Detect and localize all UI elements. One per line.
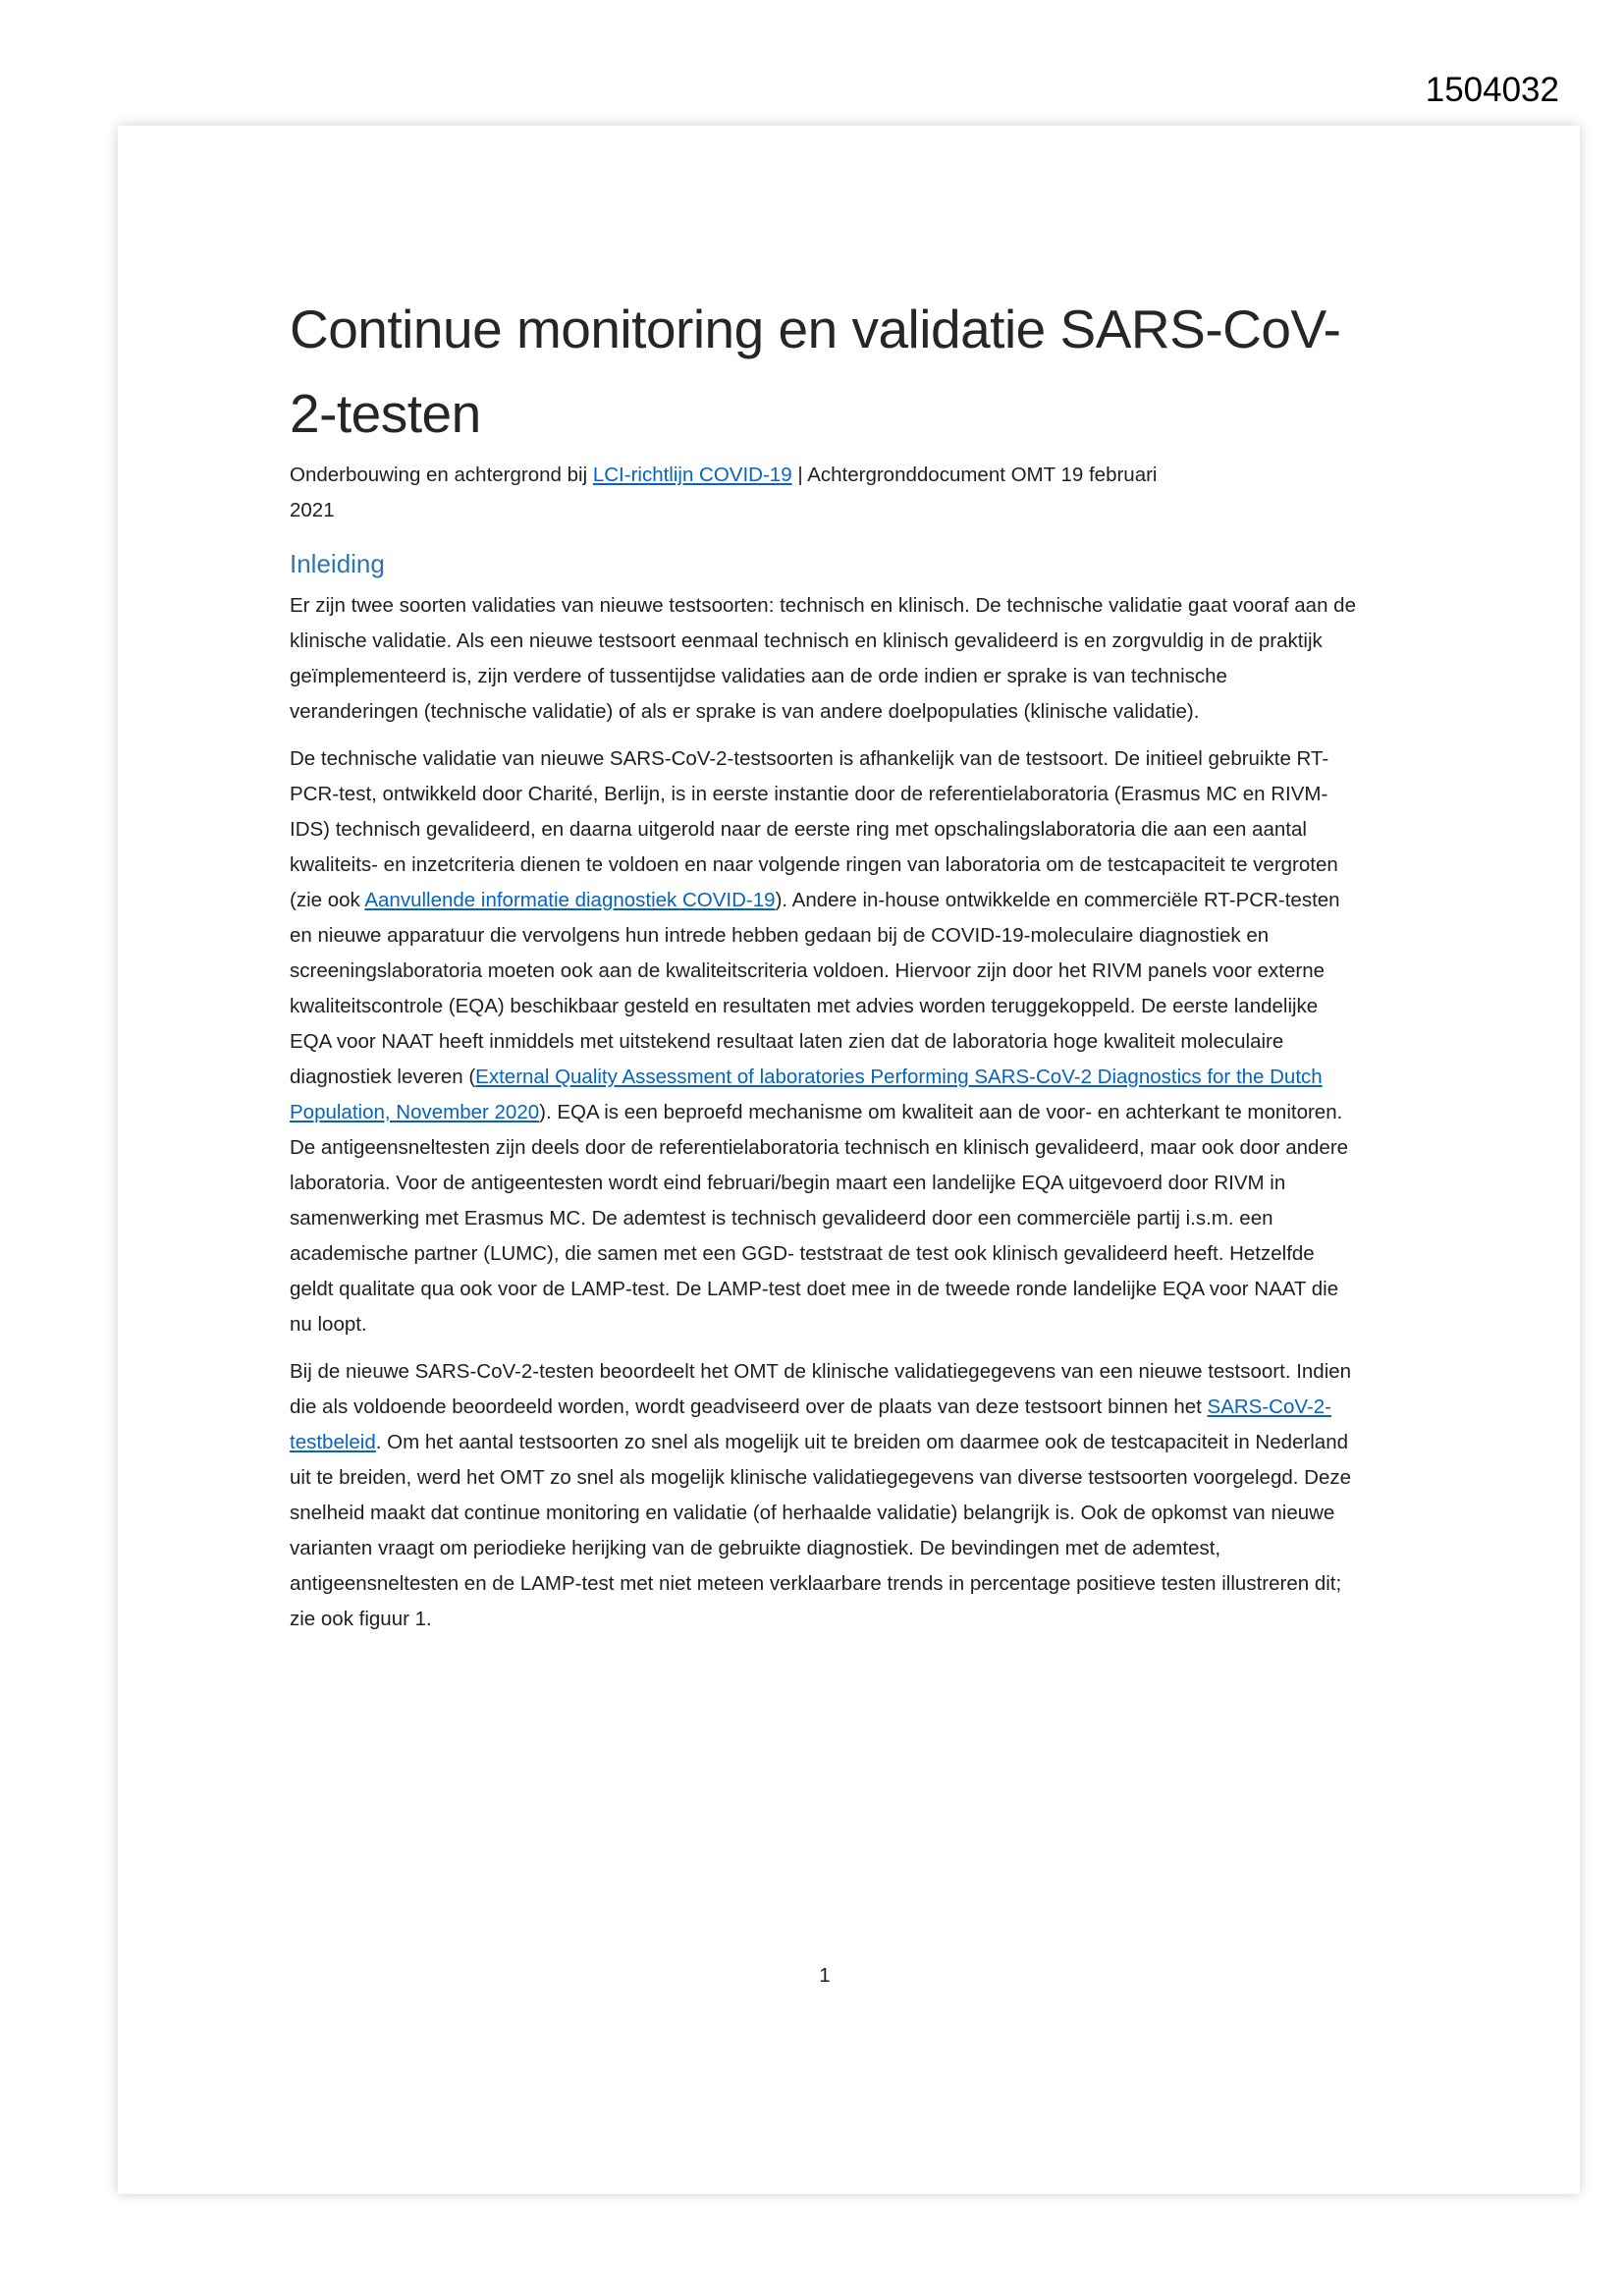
paragraph-3 [290,1354,1360,1637]
section-heading-inleiding: Inleiding [290,549,385,578]
paragraph-2-text-1: De technische validatie van nieuwe SARS-CoV-2-testsoorten is afhankelijk van de testsoort. De initieel gebruikte RT-PCR-test, ontwikkeld door Charité, Berlijn, is in eerste instantie door de referentielaboratoria (Erasmus MC en RIVM-IDS) technisch gevalideerd, en daarna uitgerold naar de eerste ring met opschalingslaboratoria die aan een aantal kwaliteits- en inzetcriteria dienen te voldoen en naar volgende ringen van laboratoria om de testcapaciteit te vergroten (zie ook [290,747,1338,911]
page-content [118,126,1580,1637]
paragraph-3-text-2: . Om het aantal testsoorten zo snel als mogelijk uit te breiden om daarmee ook de testcapaciteit in Nederland uit te breiden, werd het OMT zo snel als mogelijk klinische validatiegegevens van diverse testsoorten voorgelegd. Deze snelheid maakt dat continue monitoring en validatie (of herhaalde validatie) belangrijk is. Ook de opkomst van nieuwe varianten vraagt om periodieke herijking van de gebruikte diagnostiek. De bevindingen met de ademtest, antigeensneltesten en de LAMP-test met niet meteen verklaarbare trends in percentage positieve testen illustreren dit; zie ook figuur 1. [290,1431,1352,1630]
subtitle-year: 2021 [290,499,335,521]
paragraph-1: Er zijn twee soorten validaties van nieuwe testsoorten: technisch en klinisch. De technische validatie gaat vooraf aan de klinische validatie. Als een nieuwe testsoort eenmaal technisch en klinisch gevalideerd is en zorgvuldig in de praktijk geïmplementeerd is, zijn verdere of tussentijdse validaties aan de orde indien er sprake is van technische veranderingen (technische validatie) of als er sprake is van andere doelpopulaties (klinische validatie). [290,594,1356,723]
link-sars-cov-2-testbeleid[interactable]: SARS-CoV-2-testbeleid [290,1395,1331,1453]
page-number: 1 [819,1964,831,1987]
document-page [118,126,1580,2194]
document-title: Continue monitoring en validatie SARS-CoV-2-testen [290,299,1341,444]
paragraph-2-text-3: ). EQA is een beproefd mechanisme om kwaliteit aan de voor- en achterkant te monitoren. De antigeensneltesten zijn deels door de referentielaboratoria technisch en klinisch gevalideerd, maar ook door andere laboratoria. Voor de antigeentesten wordt eind februari/begin maart een landelijke EQA uitgevoerd door RIVM in samenwerking met Erasmus MC. De ademtest is technisch gevalideerd door een commerciële partij i.s.m. een academische partner (LUMC), die samen met een GGD- teststraat de test ook klinisch gevalideerd heeft. Hetzelfde geldt qualitate qua ook voor de LAMP-test. De LAMP-test doet mee in de tweede ronde landelijke EQA voor NAAT die nu loopt. [290,1101,1349,1336]
paragraph-2-text-2: ). Andere in-house ontwikkelde en commerciële RT-PCR-testen en nieuwe apparatuur die vervolgens hun intrede hebben gedaan bij de COVID-19-moleculaire diagnostiek en screeningslaboratoria moeten ook aan de kwaliteitscriteria voldoen. Hiervoor zijn door het RIVM panels voor externe kwaliteitscontrole (EQA) beschikbaar gesteld en resultaten met advies worden teruggekoppeld. De eerste landelijke EQA voor NAAT heeft inmiddels met uitstekend resultaat laten zien dat de laboratoria hoge kwaliteit moleculaire diagnostiek leveren ( [290,889,1340,1088]
link-aanvullende-informatie-diagnostiek[interactable]: Aanvullende informatie diagnostiek COVID-19 [364,889,776,911]
paragraph-3-text-1: Bij de nieuwe SARS-CoV-2-testen beoordeelt het OMT de klinische validatiegegevens van een nieuwe testsoort. Indien die als voldoende beoordeeld worden, wordt geadviseerd over de plaats van deze testsoort binnen het [290,1360,1352,1418]
document-subtitle [290,458,1360,528]
subtitle-text-pre: Onderbouwing en achtergrond bij [290,464,593,486]
corner-document-number: 1504032 [1425,71,1559,109]
subtitle-text-post: | Achtergronddocument OMT 19 februari [791,464,1158,486]
paragraph-2 [290,741,1360,1342]
link-external-quality-assessment[interactable]: External Quality Assessment of laboratories Performing SARS-CoV-2 Diagnostics for the Dutch Population, November 2020 [290,1066,1323,1123]
link-lci-richtlijn-covid-19[interactable]: LCI-richtlijn COVID-19 [592,464,792,486]
